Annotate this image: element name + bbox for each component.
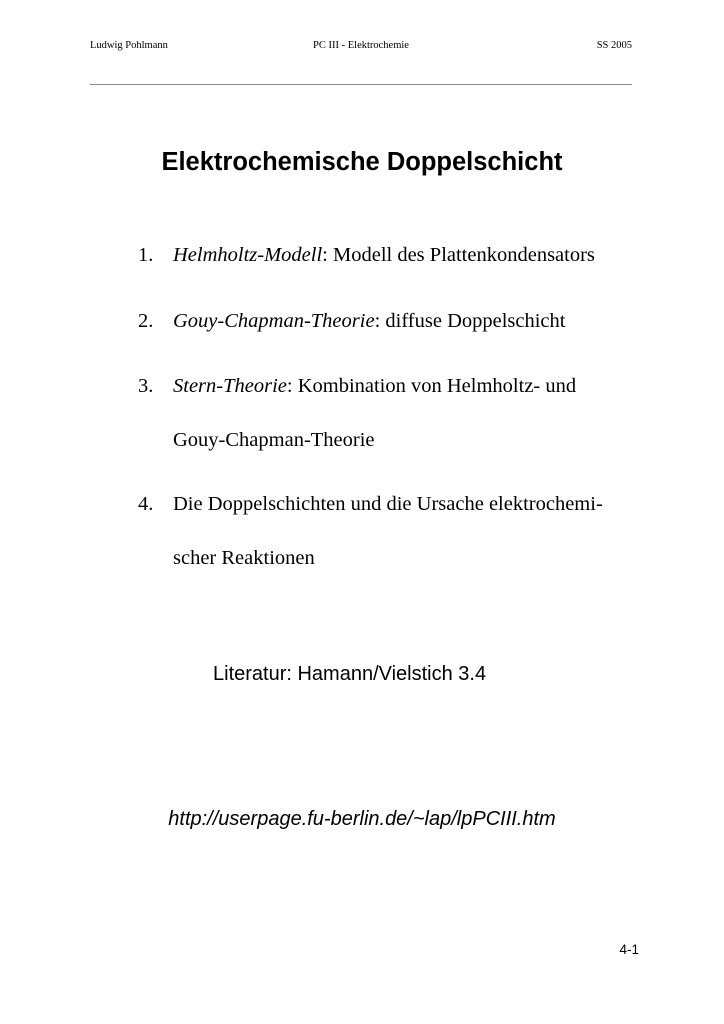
- list-item-text: Die Doppelschichten und die Ursache elektrochemi-: [173, 493, 603, 515]
- page-header: [90, 40, 632, 60]
- literature-reference: Literatur: Hamann/Vielstich 3.4: [213, 663, 487, 685]
- list-item-term: Helmholtz-Modell: [173, 244, 323, 266]
- list-item-number: 1.: [138, 244, 154, 266]
- list-item-term: Gouy-Chapman-Theorie: [173, 310, 375, 332]
- list-item-continuation: Gouy-Chapman-Theorie: [173, 429, 375, 451]
- header-author: Ludwig Pohlmann: [90, 40, 168, 51]
- list-item-description: : Modell des Plattenkondensators: [322, 244, 595, 266]
- list-item-term: Stern-Theorie: [173, 375, 287, 397]
- list-item-text: [173, 375, 576, 398]
- list-item-text: [173, 310, 565, 333]
- list-item-text: [173, 244, 595, 267]
- list-item-number: 4.: [138, 493, 154, 515]
- header-course: PC III - Elektrochemie: [313, 40, 409, 51]
- page-number: 4-1: [619, 942, 639, 957]
- header-divider: [90, 84, 632, 85]
- page-title: Elektrochemische Doppelschicht: [161, 148, 563, 176]
- list-item-description: : diffuse Doppelschicht: [374, 310, 566, 332]
- list-item-continuation: scher Reaktionen: [173, 547, 315, 569]
- list-item-number: 2.: [138, 310, 154, 332]
- course-url-link[interactable]: http://userpage.fu-berlin.de/~lap/lpPCIII.htm: [168, 808, 556, 830]
- header-term: SS 2005: [596, 40, 632, 51]
- list-item-description: : Kombination von Helmholtz- und: [286, 375, 577, 397]
- list-item-number: 3.: [138, 375, 154, 397]
